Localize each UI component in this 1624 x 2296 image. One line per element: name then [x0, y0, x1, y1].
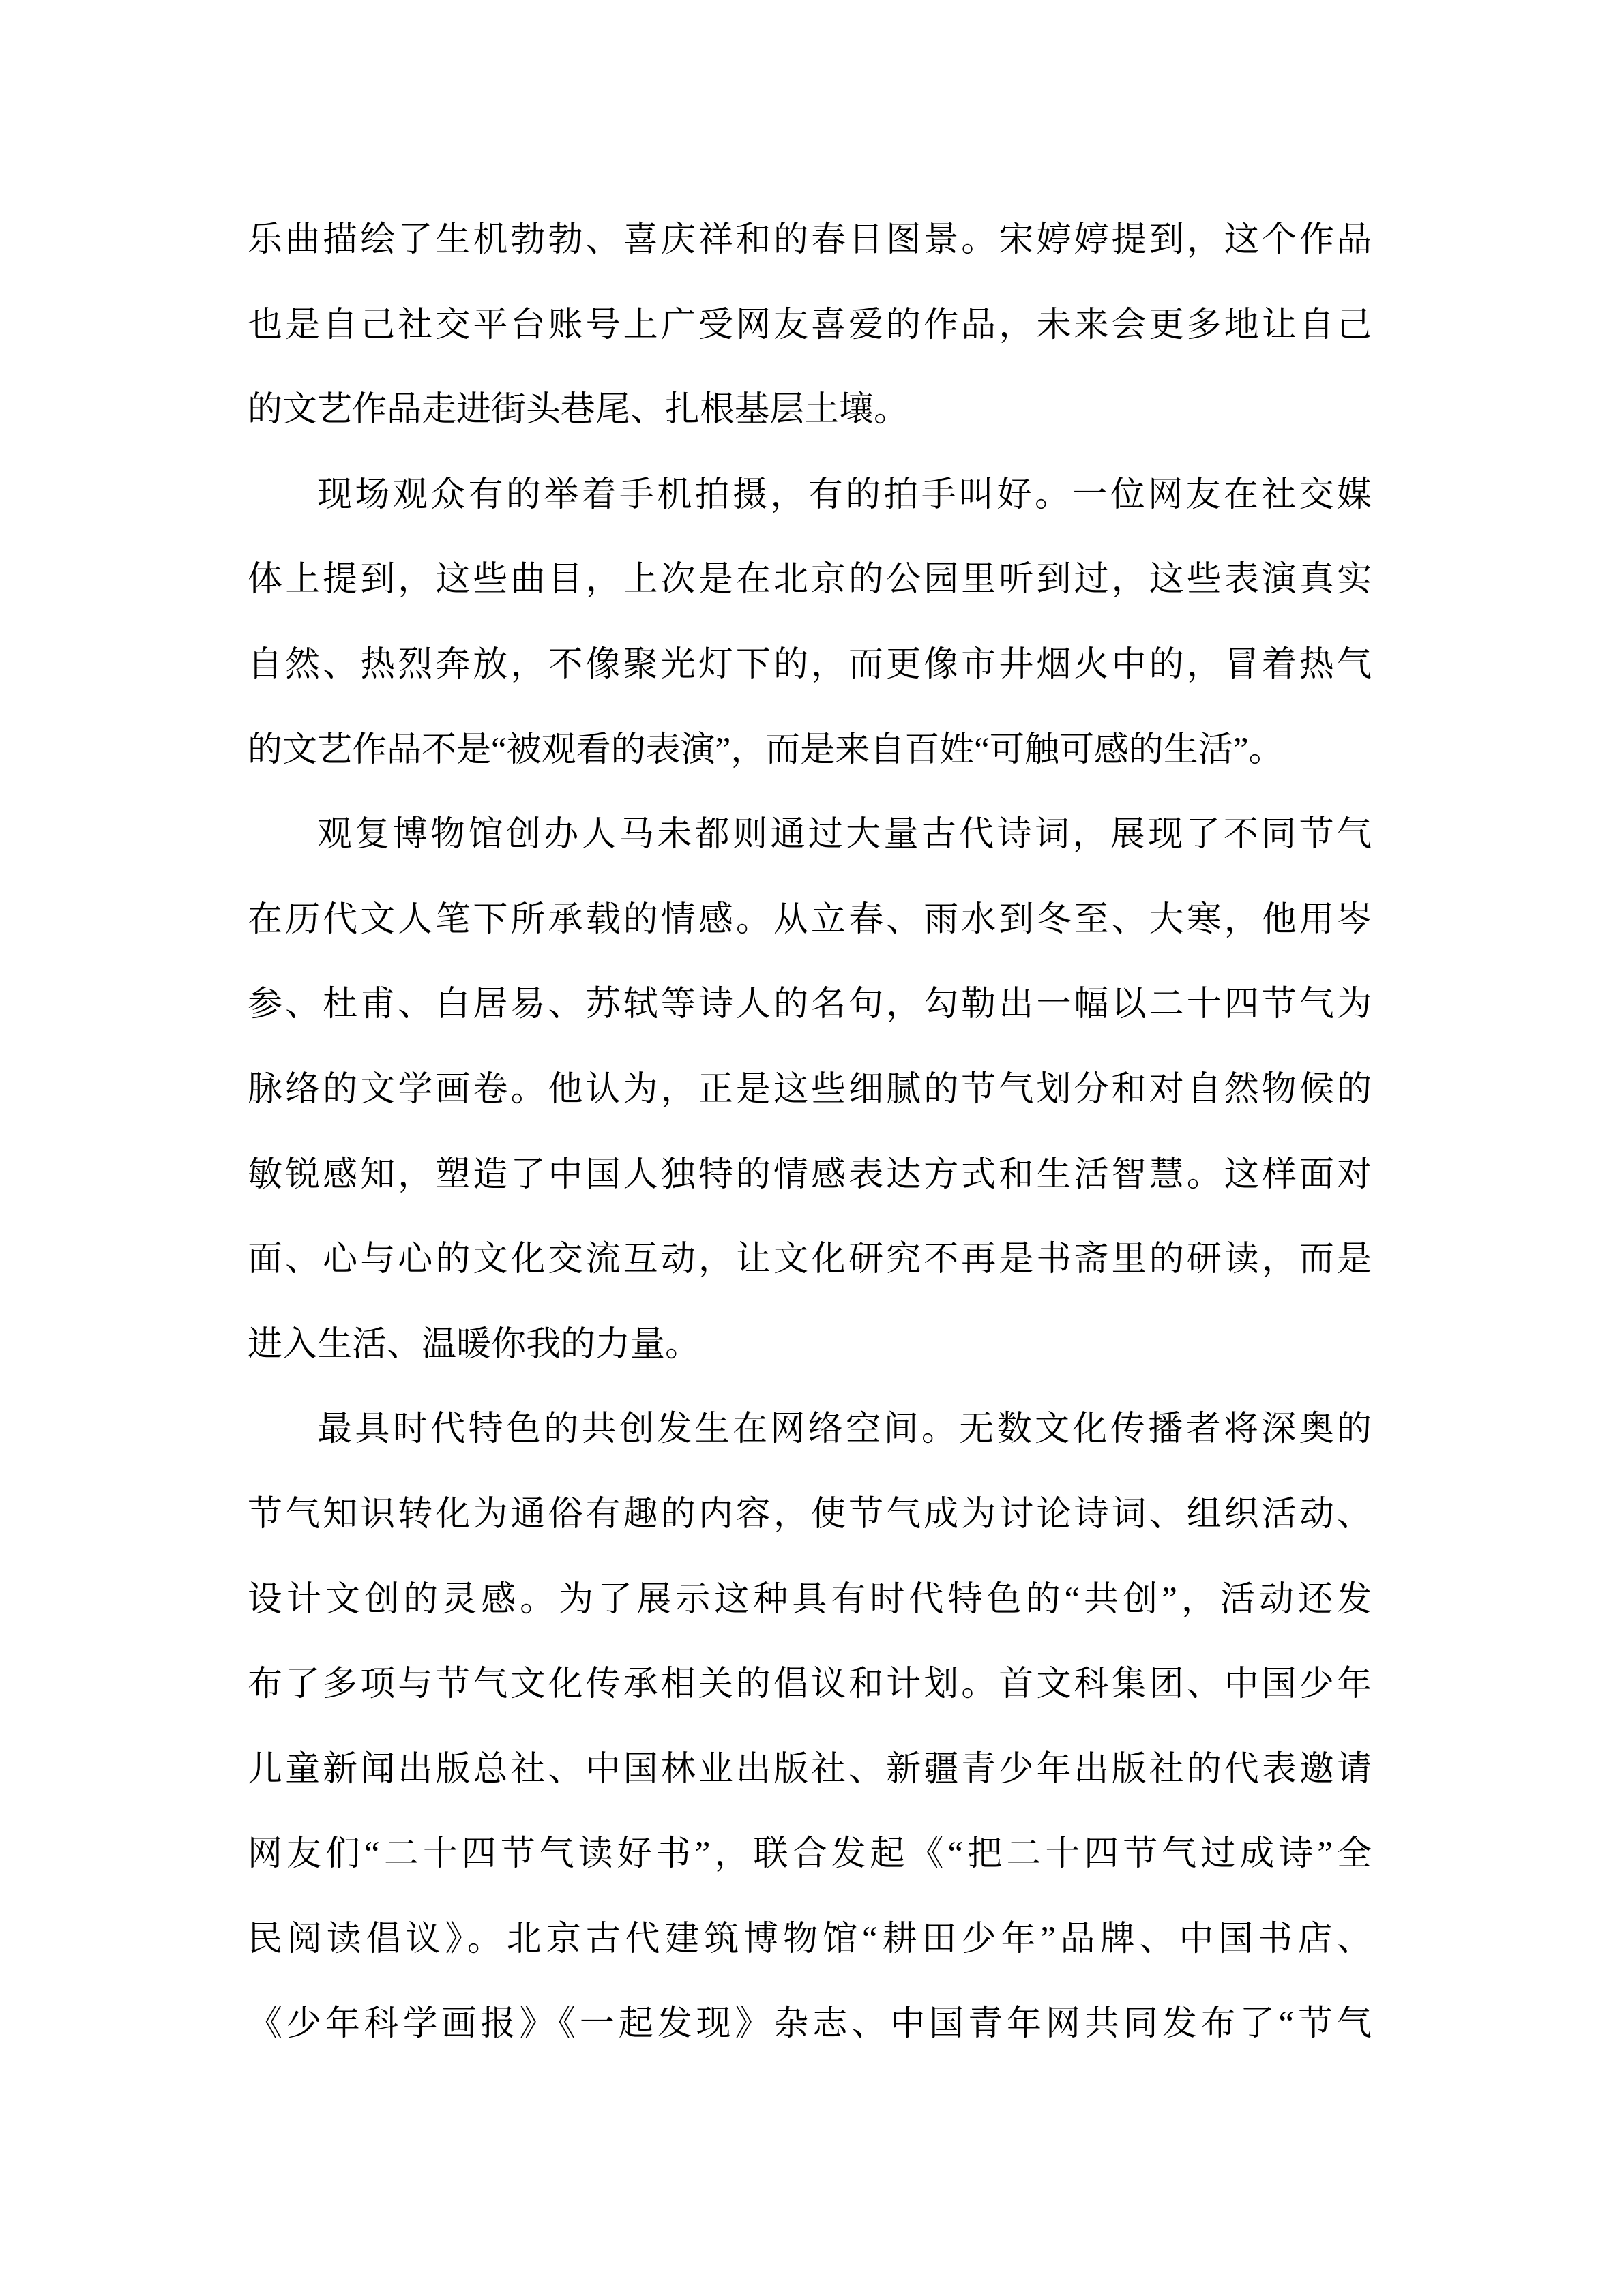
- text-line: 乐曲描绘了生机勃勃、喜庆祥和的春日图景。宋婷婷提到，这个作品: [248, 221, 1372, 259]
- text-line: 面、心与心的文化交流互动，让文化研究不再是书斋里的研读，而是: [248, 1240, 1372, 1279]
- text-line: 也是自己社交平台账号上广受网友喜爱的作品，未来会更多地让自己: [248, 305, 1372, 344]
- text-line: 参、杜甫、白居易、苏轼等诗人的名句，勾勒出一幅以二十四节气为: [248, 985, 1372, 1024]
- text-line: 观复博物馆创办人马未都则通过大量古代诗词，展现了不同节气: [317, 816, 1372, 854]
- text-line: 布了多项与节气文化传承相关的倡议和计划。首文科集团、中国少年: [248, 1665, 1372, 1704]
- text-line: 敏锐感知，塑造了中国人独特的情感表达方式和生活智慧。这样面对: [248, 1155, 1372, 1194]
- text-line: 脉络的文学画卷。他认为，正是这些细腻的节气划分和对自然物候的: [248, 1070, 1372, 1109]
- text-line: 《少年科学画报》《一起发现》杂志、中国青年网共同发布了“节气: [248, 2005, 1372, 2044]
- text-line: 自然、热烈奔放，不像聚光灯下的，而更像市井烟火中的，冒着热气: [248, 645, 1372, 684]
- text-line: 民阅读倡议》。北京古代建筑博物馆“耕田少年”品牌、中国书店、: [248, 1920, 1372, 1958]
- text-line: 节气知识转化为通俗有趣的内容，使节气成为讨论诗词、组织活动、: [248, 1495, 1372, 1534]
- text-line: 现场观众有的举着手机拍摄，有的拍手叫好。一位网友在社交媒: [317, 475, 1372, 514]
- text-line: 体上提到，这些曲目，上次是在北京的公园里听到过，这些表演真实: [248, 561, 1372, 599]
- text-line: 的文艺作品不是“被观看的表演”，而是来自百姓“可触可感的生活”。: [248, 730, 1284, 769]
- text-line: 最具时代特色的共创发生在网络空间。无数文化传播者将深奥的: [317, 1410, 1372, 1449]
- text-line: 设计文创的灵感。为了展示这种具有时代特色的“共创”，活动还发: [248, 1580, 1372, 1619]
- document-text-block: [248, 198, 1372, 2067]
- text-line: 儿童新闻出版总社、中国林业出版社、新疆青少年出版社的代表邀请: [248, 1750, 1372, 1789]
- text-line: 网友们“二十四节气读好书”，联合发起《“把二十四节气过成诗”全: [248, 1835, 1372, 1874]
- text-line: 的文艺作品走进街头巷尾、扎根基层土壤。: [248, 391, 909, 430]
- text-line: 进入生活、温暖你我的力量。: [248, 1325, 700, 1364]
- text-line: 在历代文人笔下所承载的情感。从立春、雨水到冬至、大寒，他用岑: [248, 900, 1372, 939]
